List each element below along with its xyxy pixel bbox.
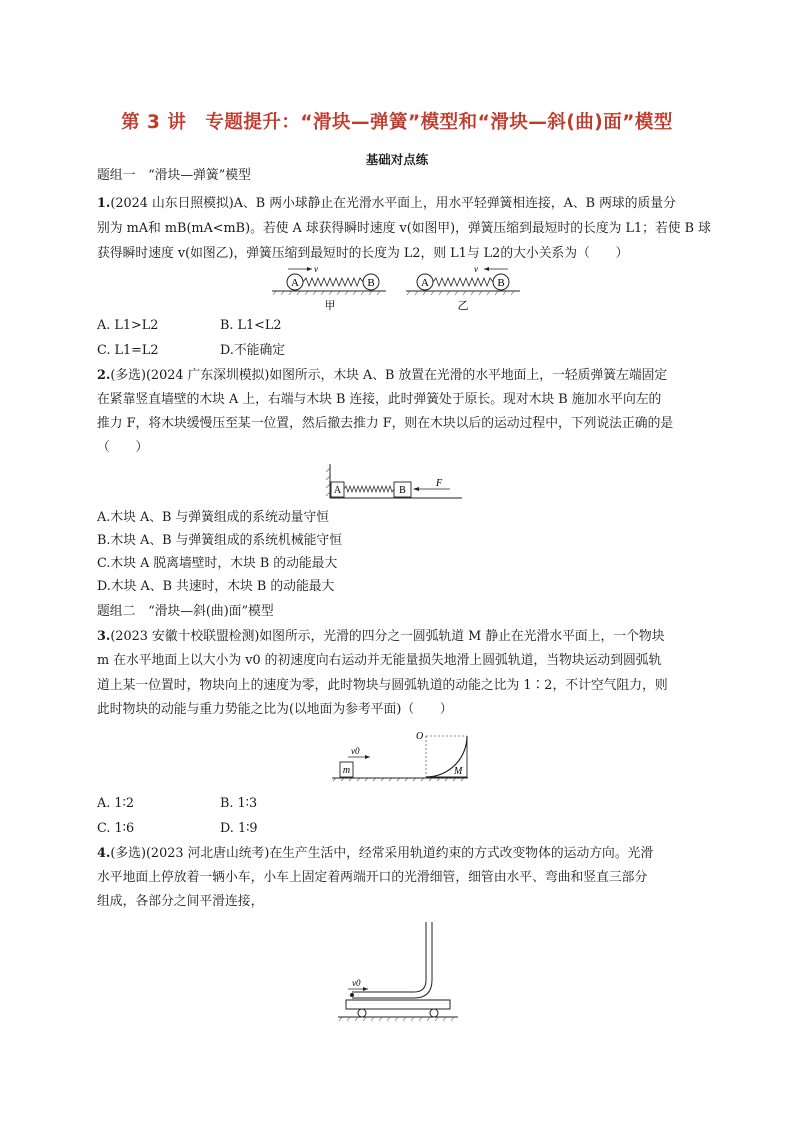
q4-line-3: 组成，各部分之间平滑连接，	[97, 894, 264, 909]
q4-line-2: 水平地面上停放着一辆小车，小车上固定着两端开口的光滑细管，细管由水平、弯曲和竖直三部分	[97, 870, 648, 885]
q1-line-1: 1.(2024 山东日照模拟)A、B 两小球静止在光滑水平面上，用水平轻弹簧相连接，A、B 两球的质量分	[97, 196, 676, 211]
q1-figure	[268, 262, 528, 312]
q1-option-d: D.不能确定	[220, 343, 286, 358]
q4-line-1: 4.(多选)(2023 河北唐山统考)在生产生活中，经常采用轨道约束的方式改变物体的运动方向。光滑	[97, 846, 654, 861]
q2-line-3: 推力 F，将木块缓慢压至某一位置，然后撤去推力 F，则在木块以后的运动过程中，下列说法正确的是	[97, 416, 674, 431]
group-heading-1: 题组一 “滑块—弹簧”模型	[97, 168, 251, 183]
q1-velocity-right: v	[474, 264, 478, 274]
q2-line-1: 2.(多选)(2024 广东深圳模拟)如图所示，木块 A、B 放置在光滑的水平地面上，一轻质弹簧左端固定	[97, 368, 668, 383]
q1-caption-yi: 乙	[457, 300, 469, 312]
q2-figure	[326, 460, 466, 502]
q1-ball-b-right: B	[497, 277, 505, 289]
q2-option-a: A.木块 A、B 与弹簧组成的系统动量守恒	[97, 510, 330, 525]
q1-ball-a-right: A	[421, 277, 429, 289]
q3-option-d: D. 1∶9	[220, 821, 258, 836]
q3-number: 3.	[97, 629, 111, 644]
q3-line-3: 道上某一位置时，物块向上的速度为零，此时物块与圆弧轨道的动能之比为 1∶2，不计空气阻力，则	[97, 678, 668, 693]
q3-line-4: 此时物块的动能与重力势能之比为(以地面为参考平面)（ ）	[97, 702, 453, 717]
q2-option-d: D.木块 A、B 共速时，木块 B 的动能最大	[97, 579, 335, 594]
q1-figure-right	[406, 264, 520, 312]
q4-velocity-label: v0	[352, 978, 361, 988]
page-title: 第 3 讲 专题提升：“滑块—弹簧”模型和“滑块—斜(曲)面”模型	[121, 112, 673, 133]
q3-option-c: C. 1∶6	[97, 821, 135, 836]
q3-line-1: 3.(2023 安徽十校联盟检测)如图所示，光滑的四分之一圆弧轨道 M 静止在光滑水平面上，一个物块	[97, 629, 665, 644]
q3-line-2: m 在水平地面上以大小为 v0 的初速度向右运动并无能量损失地滑上圆弧轨道，当物块运动到圆弧轨	[97, 653, 662, 668]
q1-line-2: 别为 mA和 mB(mA<mB)。若使 A 球获得瞬时速度 v(如图甲)，弹簧压缩到最短时的长度为 L1；若使 B 球	[97, 221, 711, 236]
q1-number: 1.	[97, 196, 111, 211]
q1-option-b: B. L1<L2	[220, 318, 282, 333]
q2-block-a: A	[333, 485, 342, 496]
q2-line-4: （ ）	[97, 440, 149, 455]
q4-figure	[330, 918, 465, 1026]
q1-line-3: 获得瞬时速度 v(如图乙)，弹簧压缩到最短时的长度为 L2，则 L1与 L2的大小关系为（ ）	[97, 246, 629, 261]
q3-option-b: B. 1∶3	[220, 796, 258, 811]
q1-ball-a-left: A	[291, 277, 299, 289]
section-subtitle: 基础对点练	[365, 152, 429, 167]
group-heading-2: 题组二 “滑块—斜(曲)面”模型	[97, 604, 274, 619]
q2-block-b: B	[399, 485, 406, 496]
q1-option-c: C. L1=L2	[97, 343, 159, 358]
q2-option-b: B.木块 A、B 与弹簧组成的系统机械能守恒	[97, 533, 343, 548]
q3-center-o: O	[416, 731, 424, 742]
q1-option-a: A. L1>L2	[97, 318, 159, 333]
q3-velocity-label: v0	[351, 746, 360, 756]
q4-number: 4.	[97, 846, 111, 861]
q3-option-a: A. 1∶2	[97, 796, 134, 811]
q2-number: 2.	[97, 368, 111, 383]
q2-line-2: 在紧靠竖直墙壁的木块 A 上，右端与木块 B 连接，此时弹簧处于原长。现对木块 B 施加水平向左的	[97, 392, 662, 407]
q2-option-c: C.木块 A 脱离墙壁时，木块 B 的动能最大	[97, 556, 338, 571]
q1-figure-left	[272, 264, 386, 312]
q2-force-label: F	[436, 478, 443, 489]
q1-velocity-left: v	[314, 264, 318, 274]
q3-figure	[330, 726, 470, 782]
q1-caption-jia: 甲	[324, 300, 336, 312]
q1-ball-b-left: B	[367, 277, 375, 289]
q3-block-m: m	[342, 765, 351, 776]
q3-track-m: M	[454, 766, 463, 777]
